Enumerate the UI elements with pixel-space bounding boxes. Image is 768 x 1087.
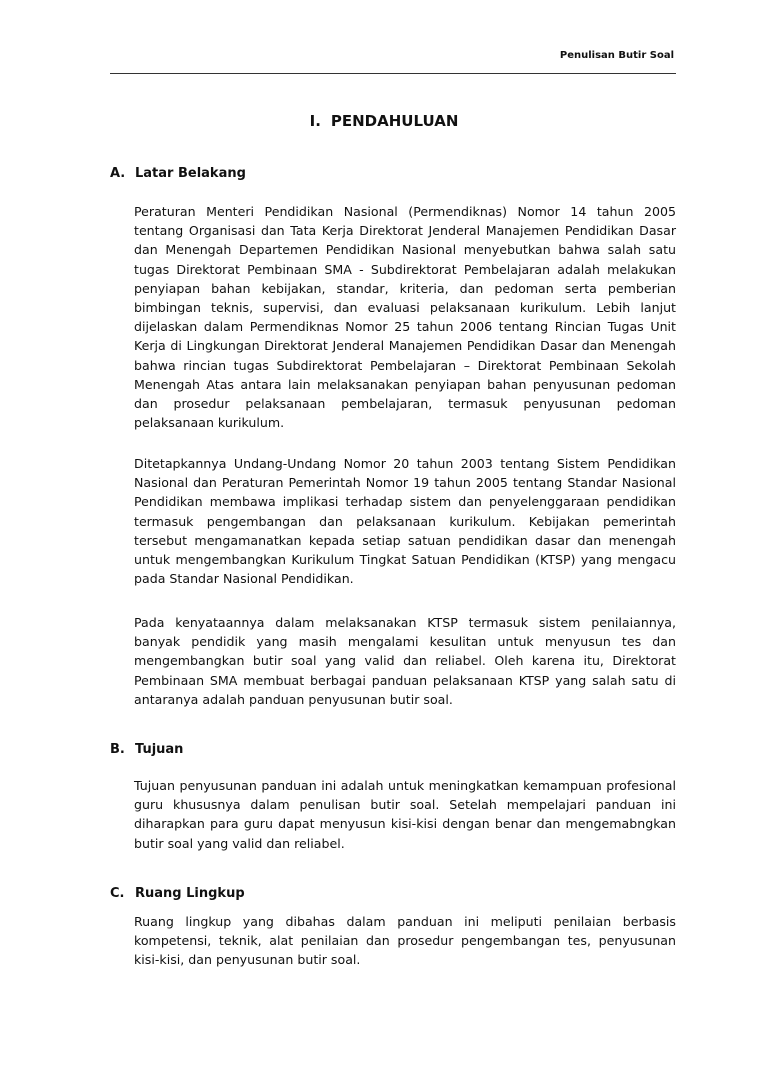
section-letter: B. — [110, 742, 125, 757]
section-letter: A. — [110, 166, 126, 181]
section-title: Tujuan — [135, 742, 184, 757]
section-letter: C. — [110, 886, 125, 901]
section-heading-ruang-lingkup — [110, 886, 245, 901]
chapter-title — [0, 112, 768, 130]
section-title: Ruang Lingkup — [135, 886, 245, 901]
paragraph-ruang-lingkup: Ruang lingkup yang dibahas dalam panduan ini meliputi penilaian berbasis kompetensi, teknik, alat penilaian dan prosedur pengembangan tes, penyusunan kisi-kisi, dan penyusunan butir soal. — [134, 914, 676, 968]
section-heading-latar-belakang — [110, 166, 246, 181]
section-title: Latar Belakang — [135, 166, 246, 181]
paragraph-latar-belakang-2: Ditetapkannya Undang-Undang Nomor 20 tahun 2003 tentang Sistem Pendidikan Nasional dan Peraturan Pemerintah Nomor 19 tahun 2005 tentang Standar Nasional Pendidikan membawa implikasi terhadap sistem dan penyelenggaraan pendidikan termasuk pengembangan dan pelaksanaan kurikulum. Kebijakan pemerintah tersebut mengamanatkan kepada setiap satuan pendidikan dasar dan menengah untuk mengembangkan Kurikulum Tingkat Satuan Pendidikan (KTSP) yang mengacu pada Standar Nasional Pendidikan. — [134, 456, 676, 587]
header-rule — [110, 73, 676, 74]
paragraph-latar-belakang-1: Peraturan Menteri Pendidikan Nasional (Permendiknas) Nomor 14 tahun 2005 tentang Organisasi dan Tata Kerja Direktorat Jenderal Manajemen Pendidikan Dasar dan Menengah Departemen Pendidikan Nasional menyebutkan bahwa salah satu tugas Direktorat Pembinaan SMA - Subdirektorat Pembelajaran adalah melakukan penyiapan bahan kebijakan, standar, kriteria, dan pedoman serta pemberian bimbingan teknis, supervisi, dan evaluasi pelaksanaan kurikulum. Lebih lanjut dijelaskan dalam Permendiknas Nomor 25 tahun 2006 tentang Rincian Tugas Unit Kerja di Lingkungan Direktorat Jenderal Manajemen Pendidikan Dasar dan Menengah bahwa rincian tugas Subdirektorat Pembelajaran – Direktorat Pembinaan Sekolah Menengah Atas antara lain melaksanakan penyiapan bahan penyusunan pedoman dan prosedur pelaksanaan pembelajaran, termasuk penyusunan pedoman pelaksanaan kurikulum. — [134, 204, 676, 431]
chapter-number: I. — [309, 112, 321, 130]
paragraph-latar-belakang-3: Pada kenyataannya dalam melaksanakan KTSP termasuk sistem penilaiannya, banyak pendidik yang masih mengalami kesulitan untuk menyusun tes dan mengembangkan butir soal yang valid dan reliabel. Oleh karena itu, Direktorat Pembinaan SMA membuat berbagai panduan pelaksanaan KTSP yang salah satu di antaranya adalah panduan penyusunan butir soal. — [134, 615, 676, 707]
chapter-heading: PENDAHULUAN — [330, 112, 459, 130]
running-header: Penulisan Butir Soal — [559, 50, 674, 61]
section-heading-tujuan — [110, 742, 183, 757]
paragraph-tujuan: Tujuan penyusunan panduan ini adalah untuk meningkatkan kemampuan profesional guru khususnya dalam penulisan butir soal. Setelah mempelajari panduan ini diharapkan para guru dapat menyusun kisi-kisi dengan benar dan mengemabngkan butir soal yang valid dan reliabel. — [134, 778, 676, 851]
